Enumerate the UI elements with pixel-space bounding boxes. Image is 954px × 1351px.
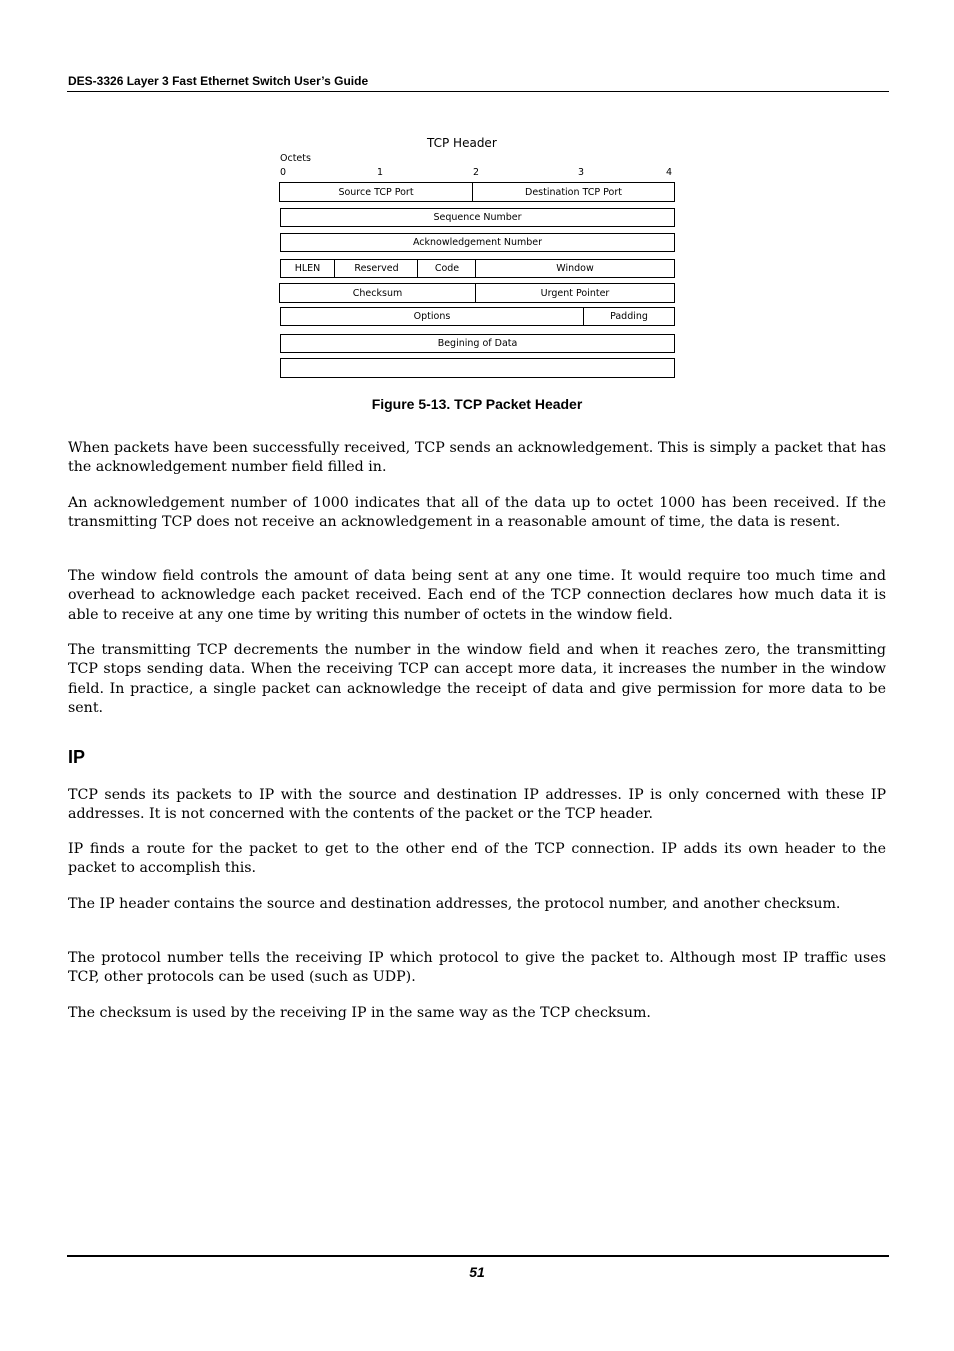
paragraph: TCP sends its packets to IP with the source and destination IP addresses. IP is only concerned with these IP addresses. It is not concerned with the contents of the packet or the TCP header. — [68, 787, 886, 823]
acknowledgement-number-field: Acknowledgement Number — [412, 237, 543, 248]
options-field: Options — [413, 311, 451, 322]
paragraph: The transmitting TCP decrements the number in the window field and when it reaches zero, the transmitting TCP stops sending data. When the receiving TCP can accept more data, it increases the number in the window field. In practice, a single packet can acknowledge the receipt of data and give permission for more data to be sent. — [68, 642, 886, 717]
section-heading-ip: IP — [68, 747, 86, 767]
octet-number-1: 1 — [377, 167, 384, 178]
paragraph: The protocol number tells the receiving IP which protocol to give the packet to. Although most IP traffic uses TCP, other protocols can be used (such as UDP). — [68, 950, 886, 986]
options-row — [280, 307, 675, 326]
paragraph: An acknowledgement number of 1000 indicates that all of the data up to octet 1000 has been received. If the transmitting TCP does not receive an acknowledgement in a reasonable amount of time, the data is resent. — [68, 495, 886, 531]
beginning-of-data-field: Begining of Data — [437, 338, 518, 349]
octet-number-0: 0 — [280, 167, 287, 178]
checksum-row — [279, 283, 675, 303]
diagram-title: TCP Header — [427, 136, 497, 150]
sequence-number-field: Sequence Number — [433, 212, 522, 223]
control-row — [280, 259, 675, 278]
octet-number-3: 3 — [578, 167, 585, 178]
destination-port-field: Destination TCP Port — [472, 183, 674, 201]
paragraph: IP finds a route for the packet to get to the other end of the TCP connection. IP adds its own header to the packet to accomplish this. — [68, 841, 886, 877]
page-number: 51 — [469, 1264, 485, 1280]
ports-row — [279, 182, 675, 202]
running-header: DES-3326 Layer 3 Fast Ethernet Switch User’s Guide — [68, 74, 369, 88]
footer-rule — [67, 1255, 889, 1257]
hlen-field: HLEN — [294, 263, 321, 274]
reserved-field: Reserved — [334, 260, 418, 277]
source-port-field: Source TCP Port — [338, 186, 414, 198]
octets-label: Octets — [280, 153, 311, 164]
checksum-field: Checksum — [352, 287, 403, 299]
paragraph: The window field controls the amount of data being sent at any one time. It would require too much time and overhead to acknowledge each packet received. Each end of the TCP connection declares how much data it is able to receive at any one time by writing this number of octets in the window field. — [68, 568, 886, 623]
paragraph: The checksum is used by the receiving IP in the same way as the TCP checksum. — [68, 1005, 651, 1021]
code-field: Code — [417, 260, 476, 277]
figure-caption: Figure 5-13. TCP Packet Header — [371, 396, 583, 412]
paragraph: When packets have been successfully received, TCP sends an acknowledgement. This is simply a packet that has the acknowledgement number field filled in. — [68, 440, 886, 476]
urgent-pointer-field: Urgent Pointer — [475, 284, 674, 302]
padding-field: Padding — [583, 308, 674, 325]
tcp-header-diagram — [0, 0, 954, 400]
ack-row — [280, 233, 675, 252]
data-row — [280, 334, 675, 353]
octet-number-4: 4 — [666, 167, 673, 178]
empty-data-row — [280, 358, 675, 378]
octet-number-2: 2 — [473, 167, 480, 178]
sequence-row — [280, 208, 675, 227]
paragraph: The IP header contains the source and destination addresses, the protocol number, and another checksum. — [68, 896, 841, 912]
window-field: Window — [475, 260, 674, 277]
